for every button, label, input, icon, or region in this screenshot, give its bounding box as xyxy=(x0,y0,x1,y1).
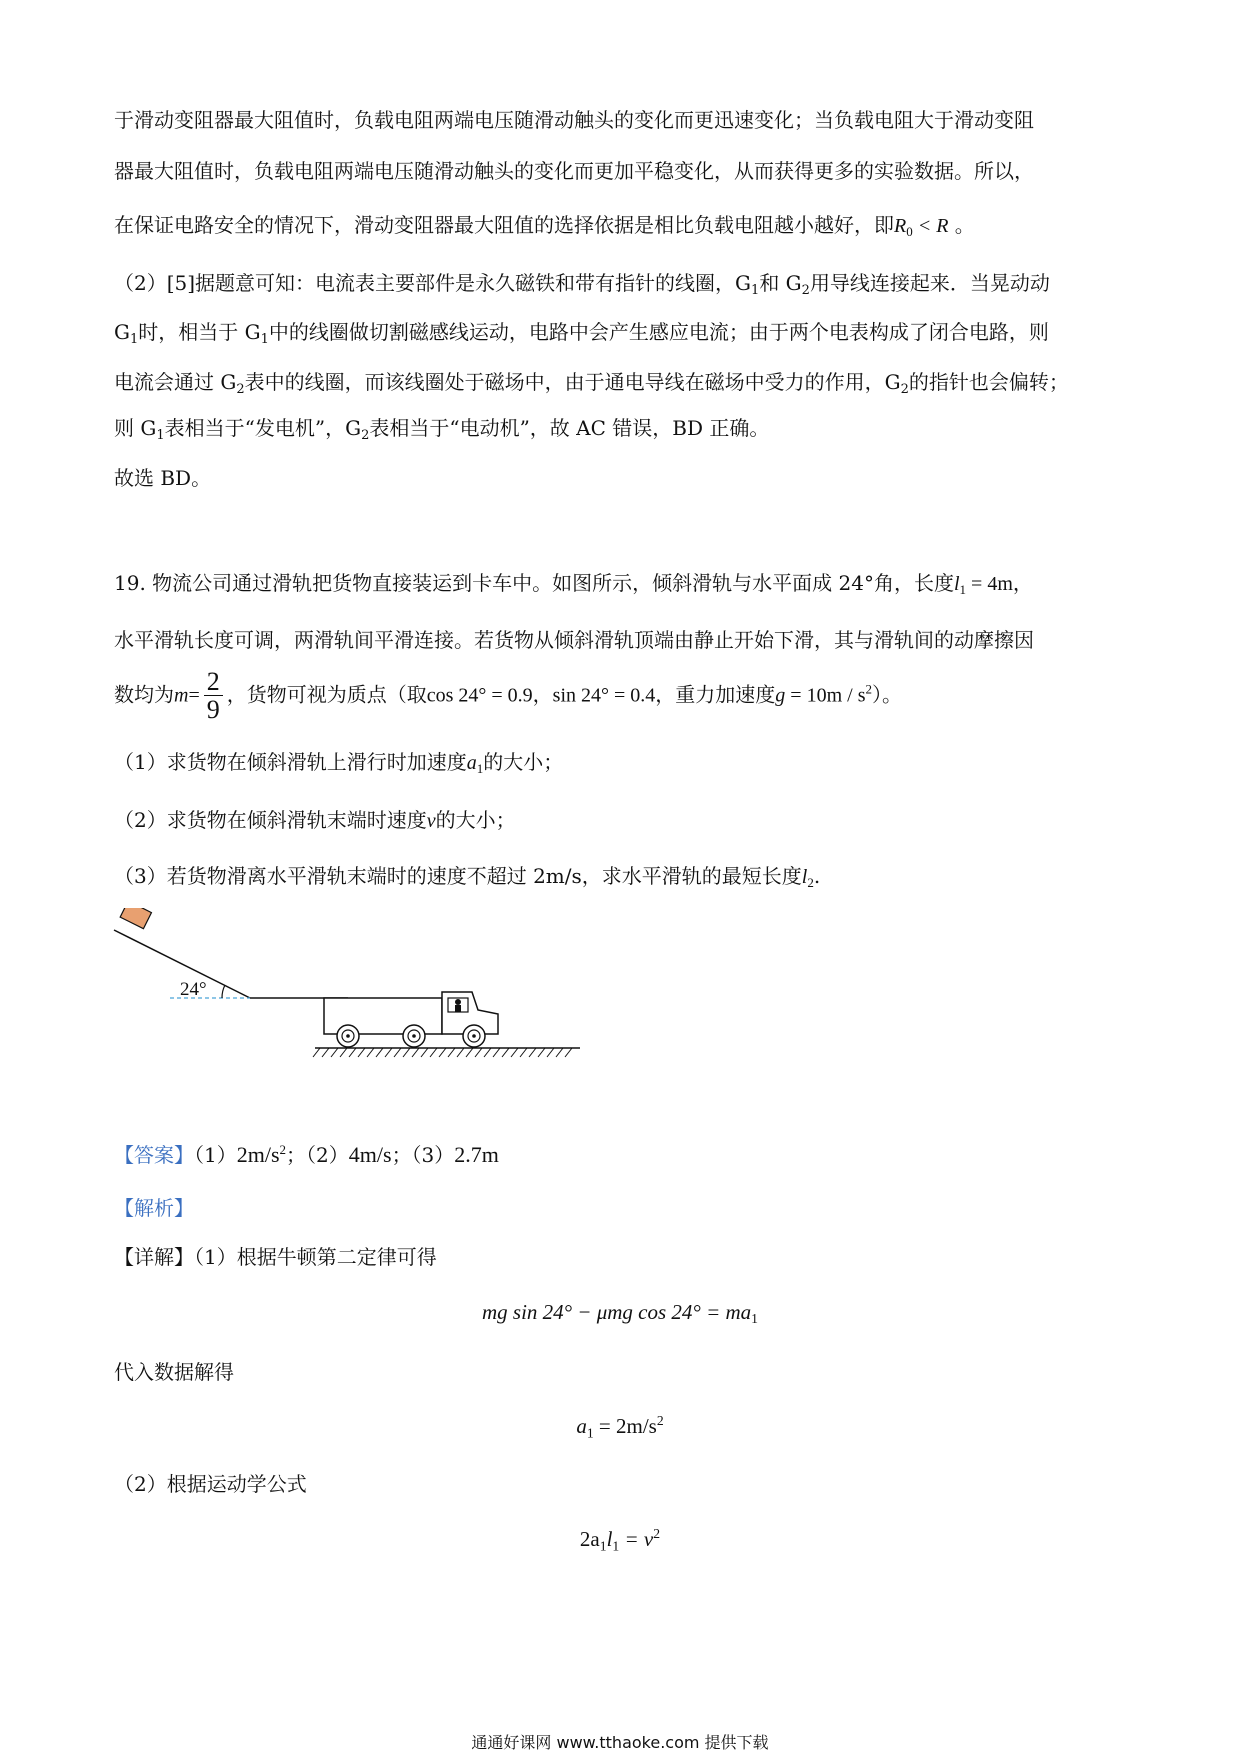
detail-step2: （2）根据运动学公式 xyxy=(114,1472,307,1496)
para2-line5: 故选 BD。 xyxy=(114,466,212,490)
q19-sub2: （2）求货物在倾斜滑轨末端时速度v的大小； xyxy=(114,808,516,832)
analysis-tag: 【解析】 xyxy=(114,1196,194,1220)
q19-sub3: （3）若货物滑离水平滑轨末端时的速度不超过 2m/s，求水平滑轨的最短长度$l_2$. xyxy=(114,864,821,890)
driver-body xyxy=(455,1005,461,1012)
ground-hatching xyxy=(313,1048,572,1057)
driver-head xyxy=(455,999,461,1005)
para2-line3: 电流会通过 $G_2$表中的线圈，而该线圈处于磁场中，由于通电导线在磁场中受力的作用，$G_2$的指针也会偏转； xyxy=(114,370,1069,397)
angle-arc xyxy=(222,985,225,998)
cargo-box xyxy=(120,908,151,929)
answer-tag: 【答案】 xyxy=(114,1142,194,1167)
para2-line4: 则 $G_1$表相当于“发电机”，$G_2$表相当于“电动机”，故 AC 错误，BD 正确。 xyxy=(114,416,770,443)
para1-line3: 在保证电路安全的情况下，滑动变阻器最大阻值的选择依据是相比负载电阻越小越好，即$R_0 < R$ 。 xyxy=(114,213,975,239)
substitute-text: 代入数据解得 xyxy=(114,1360,234,1384)
para2-line1: （2）[5]据题意可知：电流表主要部件是永久磁铁和带有指针的线圈，$G_1$和 $G_2$用导线连接起来．当晃动动 xyxy=(114,271,1050,298)
wheel-middle xyxy=(403,1025,425,1047)
angle-label: 24° xyxy=(180,979,207,1000)
equation-a1: $a_1 = 2m/s^2$ xyxy=(576,1413,664,1441)
para2-line2: $G_1$时，相当于 $G_1$中的线圈做切割磁感线运动，电路中会产生感应电流；由于两个电表构成了闭合电路，则 xyxy=(114,320,1049,347)
wheel-rear xyxy=(337,1025,359,1047)
q19-line3: 数均为m= $\frac{2}{9}$ ，货物可视为质点（取cos 24° = 0.9，sin 24° = 0.4，重力加速度$g = 10m / s^2$）。 xyxy=(114,667,902,725)
footer-credit: 通通好课网 www.tthaoke.com 提供下载 xyxy=(471,1733,769,1752)
q19-line2: 水平滑轨长度可调，两滑轨间平滑连接。若货物从倾斜滑轨顶端由静止开始下滑，其与滑轨间的动摩擦因 xyxy=(114,628,1034,652)
wheel-front xyxy=(463,1025,485,1047)
equation-kinematics: $2a_1l_1 = v^2$ xyxy=(579,1526,661,1554)
para1-line2: 器最大阻值时，负载电阻两端电压随滑动触头的变化而更加平稳变化，从而获得更多的实验数据。所以， xyxy=(114,159,1034,183)
q19-line1: 19. 物流公司通过滑轨把货物直接装运到卡车中。如图所示，倾斜滑轨与水平面成 24°角，长度$l_1 = 4m$， xyxy=(114,571,1033,597)
answer-line: 【答案】$(1)2m/s^2$；（2）4m/s；（3）2.7m xyxy=(114,1141,499,1167)
slide-truck-figure xyxy=(110,908,590,1068)
para1-line1: 于滑动变阻器最大阻值时，负载电阻两端电压随滑动触头的变化而更迅速变化；当负载电阻大于滑动变阻 xyxy=(114,108,1034,132)
mu-fraction: $\frac{2}{9}$ xyxy=(204,668,223,724)
equation-newton: mg sin 24° − μmg $\cos 24^\circ = ma_1$ xyxy=(481,1300,758,1327)
q19-sub1: （1）求货物在倾斜滑轨上滑行时加速度$a_1$的大小； xyxy=(114,750,564,776)
detail-line1: 【详解】（1）根据牛顿第二定律可得 xyxy=(114,1245,437,1269)
